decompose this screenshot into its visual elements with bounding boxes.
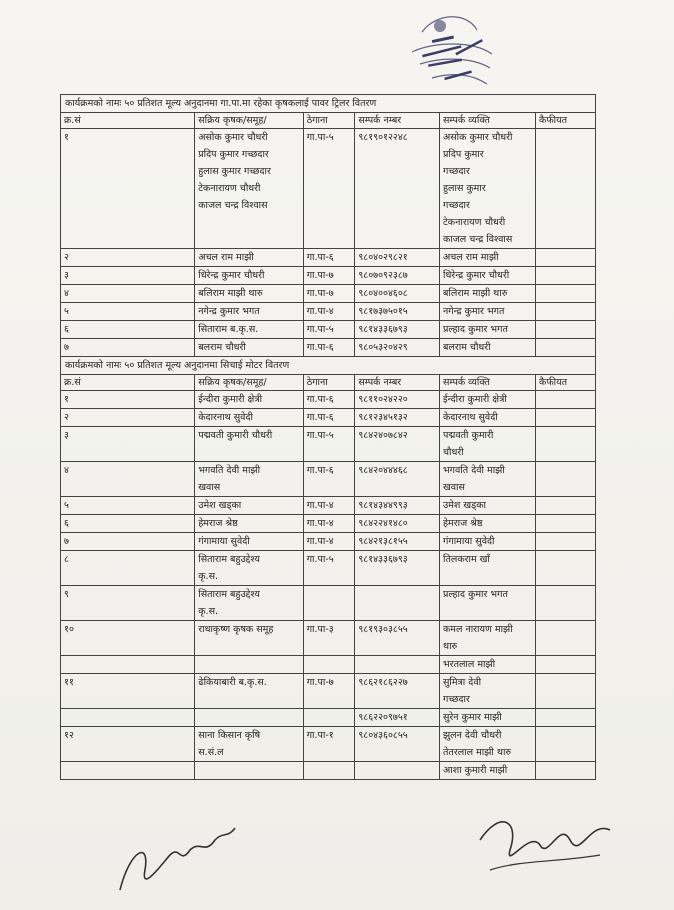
table-row: ३ पद्मवती कुमारी चौधरी गा.पा-५ ९८४२४०७८४२ पद्मवती कुमारी चौधरी bbox=[61, 427, 596, 462]
table-row: ८ सिताराम बहुउद्देश्य कृ.स. गा.पा-५ ९८१४३३६७९३ तिलकराम खाँ bbox=[61, 551, 596, 586]
table-row: २ अचल राम माझी गा.पा-६ ९८०४०२९८२१ अचल राम माझी bbox=[61, 249, 596, 267]
header-group: सक्रिय कृषक/समूह/ bbox=[195, 113, 303, 129]
table-row: भरतलाल माझी bbox=[61, 656, 596, 674]
table-row: ६ सिताराम ब.कृ.स. गा.पा-५ ९८१४३३६७९३ प्रल्हाद कुमार भगत bbox=[61, 321, 596, 339]
signature-right bbox=[470, 800, 620, 900]
header-remarks: कैफीयत bbox=[536, 113, 596, 129]
table-row: ११ ढेकियाबारी ब.कृ.स. गा.पा-७ ९८६२१८६२२७ सुमित्रा देवी गच्छदार bbox=[61, 674, 596, 709]
table-row: ६ हेमराज श्रेष्ठ गा.पा-४ ९८४२२४१४८० हेमराज श्रेष्ठ bbox=[61, 515, 596, 533]
table-row: ५ उमेश खड्का गा.पा-४ ९८१४३४४९९३ उमेश खड्का bbox=[61, 497, 596, 515]
power-tiller-table: कार्यक्रमको नामः ५० प्रतिशत मूल्य अनुदानमा गा.पा.मा रहेका कृषकलाई पावर ट्रिलर वितरण क्र.सं सक्रिय कृषक/समूह/ ठेगाना सम्पर्क नम्बर सम्पर्क व्यक्ति कैफीयत १ असोक कुमार चौधरी प्रदिप कुमार गच्छदार हुलास कुमार गच्छदार टेकनारायण चौधरी काजल चन्द्र विश्वास गा.पा-५ ९८१९०१२२४८ असोक कुमार चौधरी प्रदिप कुमार गच्छदार हुलास कुमार गच्छदार टेकनारायण चौधरी काजल चन्द्र विश्वास २ अचल राम माझी गा.पा-६ ९८०४०२९८२१ अचल राम माझी ३ धिरेन्द्र कुमार चौधरी गा.पा-७ ९८०७०९२३८७ धिरेन्द्र कुमार चौधरी ४ बलिराम माझी थारु गा.पा-७ ९८०४००४६०८ बलिराम माझी थारु ५ नगेन्द्र कुमार भगत गा.पा-४ ९८१७३७५०१५ नगेन्द्र कुमार भगत ६ सिताराम ब.कृ.स. गा.पा-५ ९८१४३३६७९३ प्रल्हाद कुमार भगत ७ बलराम चौधरी गा.पा-६ ९८०५३२०४२९ बलराम चौधरी कार्यक्रमको नामः ५० प्रतिशत मूल्य अनुदानमा सिचाई मोटर वितरण क्र.सं सक्रिय कृषक/समूह/ ठेगाना सम्पर्क नम्बर सम्पर्क व्यक्ति कैफीयत १ ईन्दीरा कुमारी क्षेत्री गा.पा-६ ९८११०२४२२० ईन्दीरा कुमारी क्षेत्री २ केदारनाथ सुवेदी गा.पा-६ ९८१२३४५१३२ केदारनाथ सुवेदी ३ पद्मवती कुमारी चौधरी गा.पा-५ ९८४२४०७८४२ पद्मवती कुमारी चौधरी ४ भगवति देवी माझी खवास गा.पा-६ ९८४२०४४४६८ भगवति देवी माझी खवास ५ उमेश खड्का गा.पा-४ ९८१४३४४९९३ उमेश खड्का ६ हेमराज श्रेष्ठ गा.पा-४ ९८४२२४१४८० हेमराज श्रेष्ठ ७ गंगामाया सुवेदी गा.पा-४ ९८४२१३८१५५ गंगामाया सुवेदी ८ सिताराम बहुउद्देश्य कृ.स. गा.पा-५ ९८१४३३६७९३ तिलकराम खाँ ९ सिताराम बहुउद्देश्य कृ.स. प्रल्हाद कुमार भगत १० राधाकृष्ण कृषक समूह गा.पा-३ ९८१९३०३८५५ कमल नारायण माझी थारु भरतलाल माझी ११ ढेकियाबारी ब.कृ.स. गा.पा-७ ९८६२१८६२२७ सुमित्रा देवी गच्छदार ९८६२२०९७५१ सुरेन कुमार माझी १२ साना किसान कृषि स.सं.ल गा.पा-१ ९८०४३६०८५५ झुलन देवी चौधरी तेतरलाल माझी थारु आशा कुमारी माझी bbox=[60, 94, 596, 780]
header-phone: सम्पर्क नम्बर bbox=[355, 113, 440, 129]
table-row: आशा कुमारी माझी bbox=[61, 762, 596, 780]
table-row: ४ भगवति देवी माझी खवास गा.पा-६ ९८४२०४४४६८ भगवति देवी माझी खवास bbox=[61, 462, 596, 497]
table-row: ३ धिरेन्द्र कुमार चौधरी गा.पा-७ ९८०७०९२३८७ धिरेन्द्र कुमार चौधरी bbox=[61, 267, 596, 285]
table-row: १२ साना किसान कृषि स.सं.ल गा.पा-१ ९८०४३६०८५५ झुलन देवी चौधरी तेतरलाल माझी थारु bbox=[61, 727, 596, 762]
table-row: ७ गंगामाया सुवेदी गा.पा-४ ९८४२१३८१५५ गंगामाया सुवेदी bbox=[61, 533, 596, 551]
table-row: ४ बलिराम माझी थारु गा.पा-७ ९८०४००४६०८ बलिराम माझी थारु bbox=[61, 285, 596, 303]
table-row: ९८६२२०९७५१ सुरेन कुमार माझी bbox=[61, 709, 596, 727]
records-sheet bbox=[60, 94, 596, 780]
table-row: १ असोक कुमार चौधरी प्रदिप कुमार गच्छदार हुलास कुमार गच्छदार टेकनारायण चौधरी काजल चन्द्र विश्वास गा.पा-५ ९८१९०१२२४८ असोक कुमार चौधरी प्रदिप कुमार गच्छदार हुलास कुमार गच्छदार टेकनारायण चौधरी काजल चन्द्र विश्वास bbox=[61, 129, 596, 249]
header-sn: क्र.सं bbox=[61, 113, 195, 129]
office-stamp bbox=[392, 2, 502, 98]
table-row: ५ नगेन्द्र कुमार भगत गा.पा-४ ९८१७३७५०१५ नगेन्द्र कुमार भगत bbox=[61, 303, 596, 321]
table-row: १ ईन्दीरा कुमारी क्षेत्री गा.पा-६ ९८११०२४२२० ईन्दीरा कुमारी क्षेत्री bbox=[61, 391, 596, 409]
header-contact: सम्पर्क व्यक्ति bbox=[440, 113, 536, 129]
signature-left bbox=[110, 810, 250, 900]
program-title-2: कार्यक्रमको नामः ५० प्रतिशत मूल्य अनुदानमा सिचाई मोटर वितरण bbox=[61, 357, 596, 375]
table-row: ९ सिताराम बहुउद्देश्य कृ.स. प्रल्हाद कुमार भगत bbox=[61, 586, 596, 621]
table-row: २ केदारनाथ सुवेदी गा.पा-६ ९८१२३४५१३२ केदारनाथ सुवेदी bbox=[61, 409, 596, 427]
table-row: १० राधाकृष्ण कृषक समूह गा.पा-३ ९८१९३०३८५५ कमल नारायण माझी थारु bbox=[61, 621, 596, 656]
header-address: ठेगाना bbox=[303, 113, 355, 129]
table-row: ७ बलराम चौधरी गा.पा-६ ९८०५३२०४२९ बलराम चौधरी bbox=[61, 339, 596, 357]
program-title-1: कार्यक्रमको नामः ५० प्रतिशत मूल्य अनुदानमा गा.पा.मा रहेका कृषकलाई पावर ट्रिलर वितरण bbox=[61, 95, 596, 113]
